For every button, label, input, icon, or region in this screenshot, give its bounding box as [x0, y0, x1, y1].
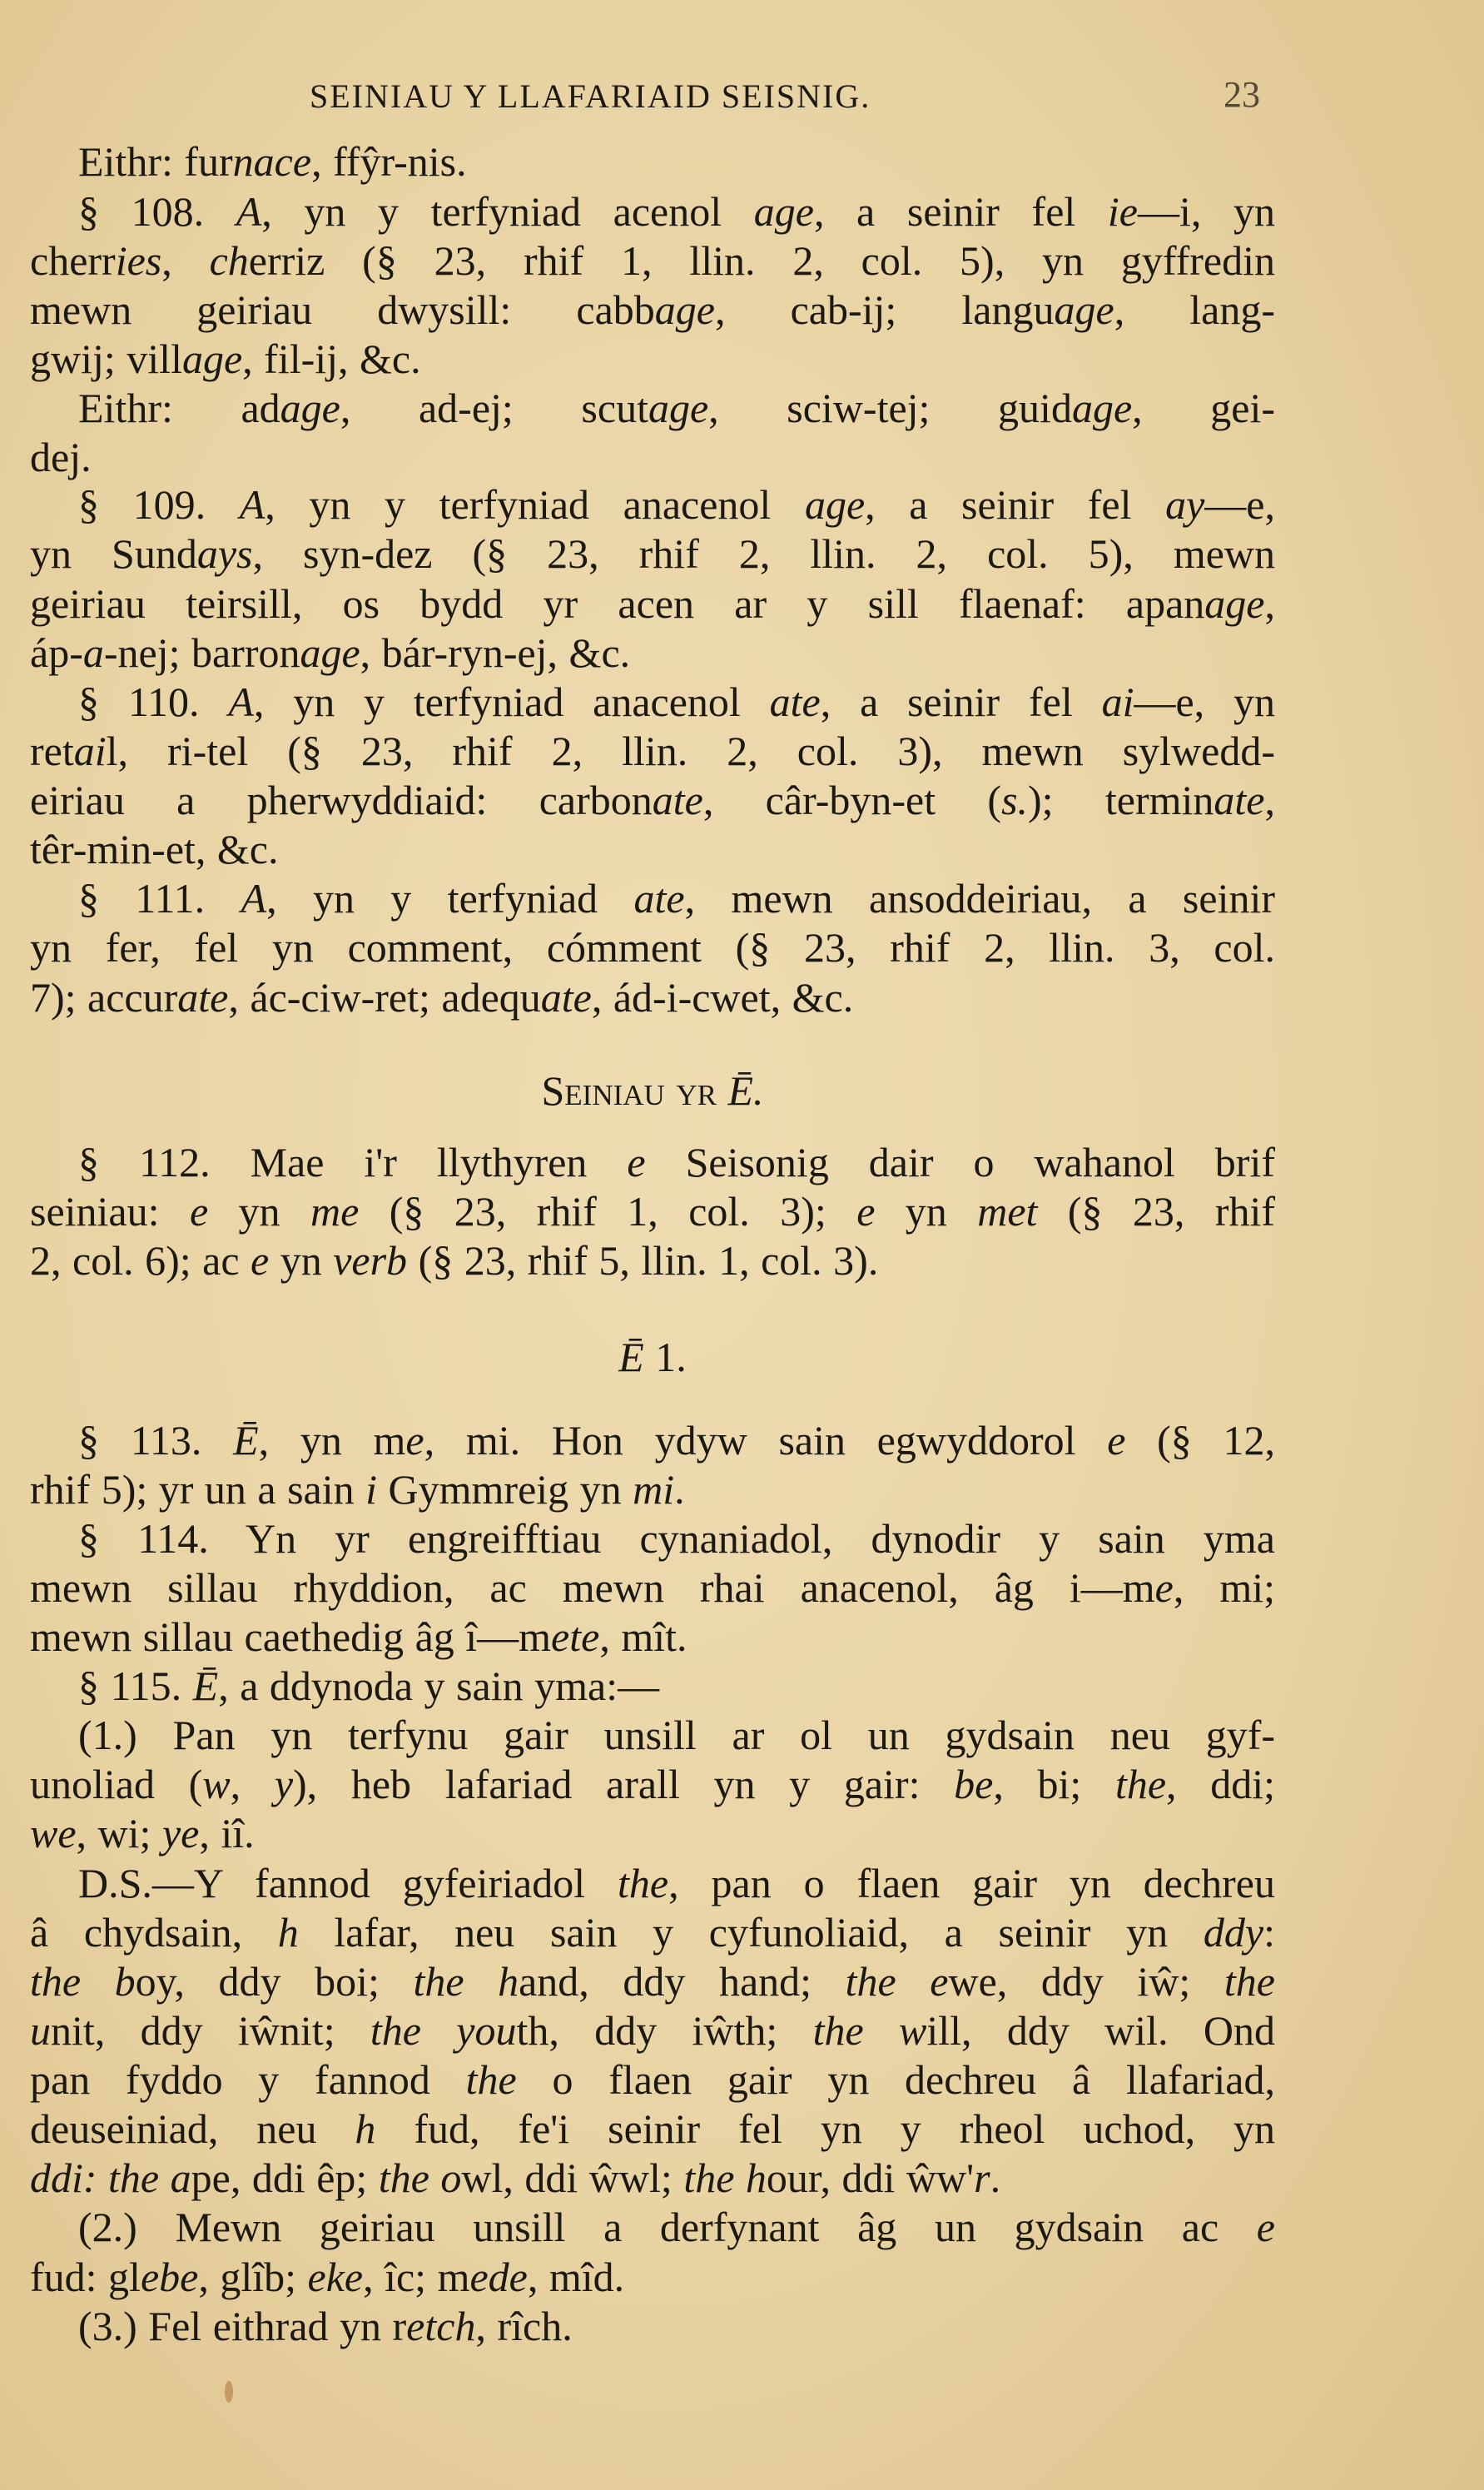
text-segment: 2, col. 6); ac	[30, 1237, 251, 1284]
text-segment: Ē	[618, 1334, 644, 1380]
text-segment: , mewn ansoddeiriau, a seinir	[684, 875, 1276, 922]
text-segment: e	[1154, 1564, 1174, 1611]
text-segment: e	[251, 1237, 270, 1284]
text-segment: th, ddy iŵth;	[516, 2007, 813, 2054]
text-segment: be	[954, 1761, 994, 1807]
text-line	[30, 529, 1275, 579]
text-segment: lafar, neu sain y cyfunoliaid, a seinir yn	[298, 1909, 1204, 1956]
text-segment: 7); accur	[30, 974, 178, 1021]
text-segment: e	[189, 1188, 209, 1235]
text-segment: o flaen gair yn dechreu â llafariad,	[516, 2056, 1275, 2103]
text-segment: unoliad (	[30, 1761, 203, 1807]
text-line	[30, 2202, 1275, 2252]
text-segment: A	[241, 875, 267, 922]
text-line	[30, 775, 1275, 825]
text-segment: têr-min-et, &c.	[30, 826, 279, 872]
text-segment: the b	[30, 1958, 136, 2005]
paper-stain	[225, 2381, 233, 2403]
text-line	[30, 2055, 1275, 2105]
text-segment: pan fyddo y fannod	[30, 2056, 466, 2103]
text-segment: e	[405, 1417, 424, 1464]
text-segment: we, ddy iŵ;	[948, 1958, 1224, 2005]
text-line	[30, 579, 1275, 629]
text-segment: , ad-ej; scut	[340, 385, 648, 431]
text-segment: , yn y terfyniad acenol	[261, 188, 754, 235]
text-segment: , wi;	[76, 1810, 162, 1856]
page-number: 23	[1223, 74, 1260, 115]
text-line	[30, 1808, 1275, 1858]
text-segment: Ē.	[727, 1067, 764, 1114]
text-segment: Ē	[192, 1662, 219, 1709]
text-segment: ret	[30, 728, 74, 774]
text-segment: ate	[652, 777, 703, 823]
text-segment: :	[1263, 1909, 1275, 1956]
text-segment: yn Sund	[30, 530, 197, 577]
text-segment: fud: gl	[30, 2254, 141, 2300]
text-segment: yn	[269, 1237, 334, 1284]
text-segment: erriz (§ 23, rhif 1, llin. 2, col. 5), yn gyffredin	[248, 237, 1275, 284]
text-line	[30, 1710, 1275, 1760]
text-segment: the o	[378, 2155, 462, 2201]
text-segment: ede	[469, 2254, 528, 2300]
text-segment: § 108.	[78, 188, 236, 235]
text-segment: , mîd.	[527, 2254, 625, 2300]
text-segment: .	[674, 1466, 685, 1513]
text-line	[30, 726, 1275, 776]
text-segment: A	[228, 678, 254, 725]
text-segment: ate	[540, 974, 592, 1021]
text-segment: dej.	[30, 434, 92, 480]
text-segment: § 111.	[78, 875, 241, 922]
text-segment: ebe	[140, 2254, 199, 2300]
text-segment: w	[202, 1761, 231, 1807]
text-segment: geiriau teirsill, os bydd yr acen ar y sill flaenaf: apan	[30, 580, 1205, 627]
running-header: SEINIAU Y LLAFARIAID SEISNIG.	[310, 77, 871, 115]
text-segment: age	[1054, 286, 1114, 333]
text-segment: y	[274, 1761, 294, 1807]
text-segment: (3.) Fel eithrad yn r	[78, 2303, 407, 2349]
text-segment: oy, ddy boi;	[135, 1958, 414, 2005]
text-line	[30, 2153, 1275, 2203]
text-segment: (§ 23, rhif 5, llin. 1, col. 3).	[407, 1237, 879, 1284]
text-segment: yn	[875, 1188, 978, 1235]
text-segment: age	[648, 385, 709, 431]
text-segment: (§ 12,	[1125, 1417, 1275, 1464]
text-segment: , yn y terfyniad anacenol	[253, 678, 770, 725]
text-segment: (2.) Mewn geiriau unsill a derfynant âg un gydsain ac	[78, 2204, 1257, 2250]
text-segment: , yn y terfyniad anacenol	[265, 481, 805, 528]
text-segment: § 113.	[78, 1417, 234, 1464]
text-segment: ,	[161, 237, 210, 284]
text-segment: , yn m	[258, 1417, 406, 1464]
text-segment: 1.	[643, 1334, 687, 1380]
text-segment: , bár-ryn-ej, &c.	[360, 629, 631, 676]
text-segment: age	[300, 629, 360, 676]
text-segment: rhif 5); yr un a sain	[30, 1466, 366, 1513]
text-segment: , ffŷr-nis.	[311, 138, 467, 185]
text-segment: etch	[406, 2303, 476, 2349]
text-segment: § 110.	[78, 678, 229, 725]
text-segment: áp-	[30, 629, 83, 676]
text-segment: § 114. Yn yr engreifftiau cynaniadol, dynodir y sain yma	[78, 1515, 1275, 1562]
text-line	[30, 1661, 1275, 1711]
text-line	[30, 137, 1275, 186]
text-line	[30, 677, 1275, 727]
text-segment: the	[465, 2056, 517, 2103]
text-line	[30, 1513, 1275, 1563]
text-segment: , a seinir fel	[865, 481, 1166, 528]
text-segment: -nej; barron	[103, 629, 300, 676]
text-segment: l, ri-tel (§ 23, rhif 2, llin. 2, col. 3), mewn sylwedd-	[106, 728, 1275, 774]
text-segment: ay	[1165, 481, 1205, 528]
text-segment: age	[181, 335, 243, 382]
text-line	[30, 2252, 1275, 2302]
text-line	[30, 1858, 1275, 1908]
text-segment: ill, ddy wil. Ond	[926, 2007, 1275, 2054]
text-line	[30, 1759, 1275, 1809]
text-segment: ate	[633, 875, 685, 922]
text-segment: age	[804, 481, 866, 528]
text-segment: , îc; m	[363, 2254, 470, 2300]
text-segment: Seiniau yr	[541, 1067, 728, 1114]
text-line	[30, 2301, 1275, 2351]
text-segment: age	[753, 188, 814, 235]
text-segment: , câr-byn-et (	[702, 777, 1002, 823]
text-line	[30, 824, 1275, 874]
text-segment: yn fer, fel yn comment, cómment (§ 23, rhif 2, llin. 3, col.	[30, 924, 1275, 971]
text-segment: age	[1071, 385, 1133, 431]
text-segment: ies	[115, 237, 162, 284]
text-segment: , ác-ciw-ret; adequ	[228, 974, 541, 1021]
text-segment: ai	[73, 728, 107, 774]
text-line	[30, 1137, 1275, 1187]
text-segment: ch	[209, 237, 249, 284]
text-segment: me	[310, 1188, 360, 1235]
text-segment: e	[1107, 1417, 1126, 1464]
text-segment: ate	[177, 974, 229, 1021]
text-segment: D.S.—Y fannod gyfeiriadol	[78, 1860, 618, 1906]
text-segment: , a ddynoda y sain yma:—	[218, 1662, 660, 1709]
text-segment: ye	[161, 1810, 200, 1856]
text-segment: , sciw-tej; guid	[708, 385, 1072, 431]
text-line	[30, 236, 1275, 286]
text-segment: ai	[1101, 678, 1134, 725]
text-segment: ,	[1264, 580, 1275, 627]
text-line	[30, 285, 1275, 335]
text-segment: the w	[812, 2007, 927, 2054]
text-segment: s.	[1001, 777, 1029, 823]
text-segment: a	[82, 629, 104, 676]
text-segment: , a seinir fel	[820, 678, 1102, 725]
text-segment: , pan o flaen gair yn dechreu	[668, 1860, 1275, 1906]
text-segment: ete	[551, 1613, 600, 1660]
text-line	[30, 1612, 1275, 1662]
text-line	[30, 334, 1275, 384]
text-segment: e	[627, 1139, 646, 1185]
text-line	[30, 1464, 1275, 1514]
text-segment: ate	[769, 678, 821, 725]
text-line	[30, 1186, 1275, 1236]
text-segment: e	[1256, 2204, 1275, 2250]
text-segment: —i, yn	[1138, 188, 1275, 235]
text-line	[30, 1563, 1275, 1613]
text-segment: mi	[633, 1466, 675, 1513]
text-segment: § 115.	[78, 1662, 193, 1709]
text-line	[30, 1907, 1275, 1957]
text-segment: .	[990, 2155, 1001, 2201]
text-segment: Seisonig dair o wahanol brif	[645, 1139, 1275, 1185]
text-segment: u	[30, 2007, 51, 2054]
text-segment: (§ 23, rhif	[1037, 1188, 1276, 1235]
text-segment: the	[1114, 1761, 1167, 1807]
text-line	[30, 972, 1275, 1022]
text-segment: mewn sillau caethedig âg î—m	[30, 1613, 552, 1660]
text-segment: age	[1204, 580, 1265, 627]
text-segment: yn	[208, 1188, 310, 1235]
text-line	[30, 480, 1275, 529]
text-segment: the h	[683, 2155, 767, 2201]
text-segment: , rîch.	[475, 2303, 573, 2349]
text-segment: —e, yn	[1134, 678, 1275, 725]
text-segment: , mi;	[1173, 1564, 1275, 1611]
text-segment: , lang-	[1114, 286, 1276, 333]
text-segment: mewn geiriau dwysill: cabb	[30, 286, 655, 333]
text-segment: age	[654, 286, 715, 333]
text-segment: nit, ddy iŵnit;	[51, 2007, 370, 2054]
text-line	[30, 922, 1275, 972]
text-segment: wl, ddi ŵwl;	[461, 2155, 684, 2201]
text-segment: ays	[196, 530, 253, 577]
text-line	[30, 873, 1275, 923]
text-line	[30, 628, 1275, 678]
text-segment: , fil-ij, &c.	[242, 335, 421, 382]
text-segment: ), heb lafariad arall yn y gair:	[293, 1761, 955, 1807]
text-segment: A	[239, 481, 266, 528]
text-segment: seiniau:	[30, 1188, 190, 1235]
text-line	[30, 432, 1275, 482]
text-segment: we	[30, 1810, 77, 1856]
text-segment: i	[365, 1466, 378, 1513]
text-line	[30, 186, 1275, 236]
text-segment: , iî.	[199, 1810, 255, 1856]
text-segment: Eithr: ad	[78, 385, 280, 431]
text-segment: ddi: the a	[30, 2155, 191, 2201]
text-segment: the e	[845, 1958, 949, 2005]
text-segment: deuseiniad, neu	[30, 2105, 355, 2152]
text-segment: h	[277, 1909, 299, 1956]
text-segment: , bi;	[993, 1761, 1115, 1807]
text-segment: ,	[230, 1761, 275, 1807]
text-segment: , yn y terfyniad	[266, 875, 634, 922]
text-segment: e	[856, 1188, 876, 1235]
text-segment: nace	[232, 138, 312, 185]
text-segment: h	[355, 2105, 376, 2152]
text-segment: age	[280, 385, 340, 431]
text-segment: mewn sillau rhyddion, ac mewn rhai anacenol, âg i—m	[30, 1564, 1155, 1611]
text-line	[30, 2005, 1275, 2055]
text-segment: , gei-	[1132, 385, 1275, 431]
text-segment: (§ 23, rhif 1, col. 3);	[359, 1188, 857, 1235]
text-segment: ); termin	[1028, 777, 1214, 823]
text-segment: —e,	[1204, 481, 1275, 528]
section-heading	[30, 1332, 1275, 1382]
text-line	[30, 1415, 1275, 1465]
text-line	[30, 1235, 1275, 1285]
text-segment: , a seinir fel	[813, 188, 1108, 235]
text-segment: met	[977, 1188, 1038, 1235]
text-segment: ,	[1264, 777, 1275, 823]
text-segment: Ē	[233, 1417, 259, 1464]
text-segment: , ád-i-cwet, &c.	[591, 974, 854, 1021]
text-segment: eke	[307, 2254, 364, 2300]
text-line	[30, 1956, 1275, 2006]
text-segment: A	[236, 188, 262, 235]
text-segment: our, ddi ŵw'	[766, 2155, 975, 2201]
text-segment: ie	[1107, 188, 1138, 235]
text-segment: the	[1223, 1958, 1275, 2005]
text-segment: Gymmreig yn	[377, 1466, 633, 1513]
text-line	[30, 383, 1275, 433]
text-segment: r	[974, 2155, 990, 2201]
text-segment: the you	[370, 2007, 517, 2054]
text-line	[30, 2104, 1275, 2154]
text-segment: , mît.	[599, 1613, 687, 1660]
text-segment: verb	[333, 1237, 408, 1284]
text-segment: fud, fe'i seinir fel yn y rheol uchod, yn	[375, 2105, 1276, 2152]
text-segment: the	[618, 1860, 669, 1906]
text-segment: (1.) Pan yn terfynu gair unsill ar ol un gydsain neu gyf-	[78, 1712, 1275, 1758]
text-segment: , mi. Hon ydyw sain egwyddorol	[424, 1417, 1108, 1464]
text-segment: cherr	[30, 237, 116, 284]
text-segment: â chydsain,	[30, 1909, 278, 1956]
text-segment: the h	[413, 1958, 519, 2005]
text-segment: Eithr: fur	[78, 138, 233, 185]
text-segment: , syn-dez (§ 23, rhif 2, llin. 2, col. 5), mewn	[252, 530, 1276, 577]
text-segment: ddy	[1203, 1909, 1264, 1956]
section-heading	[30, 1066, 1275, 1116]
text-segment: pe, ddi êp;	[191, 2155, 379, 2201]
text-segment: , cab-ij; langu	[715, 286, 1055, 333]
text-segment: § 112. Mae i'r llythyren	[78, 1139, 628, 1185]
text-segment: ate	[1214, 777, 1265, 823]
text-segment: § 109.	[78, 481, 240, 528]
text-segment: eiriau a pherwyddiaid: carbon	[30, 777, 653, 823]
text-segment: , ddi;	[1166, 1761, 1275, 1807]
text-segment: , glîb;	[198, 2254, 308, 2300]
text-segment: gwij; vill	[30, 335, 182, 382]
text-segment: and, ddy hand;	[519, 1958, 846, 2005]
